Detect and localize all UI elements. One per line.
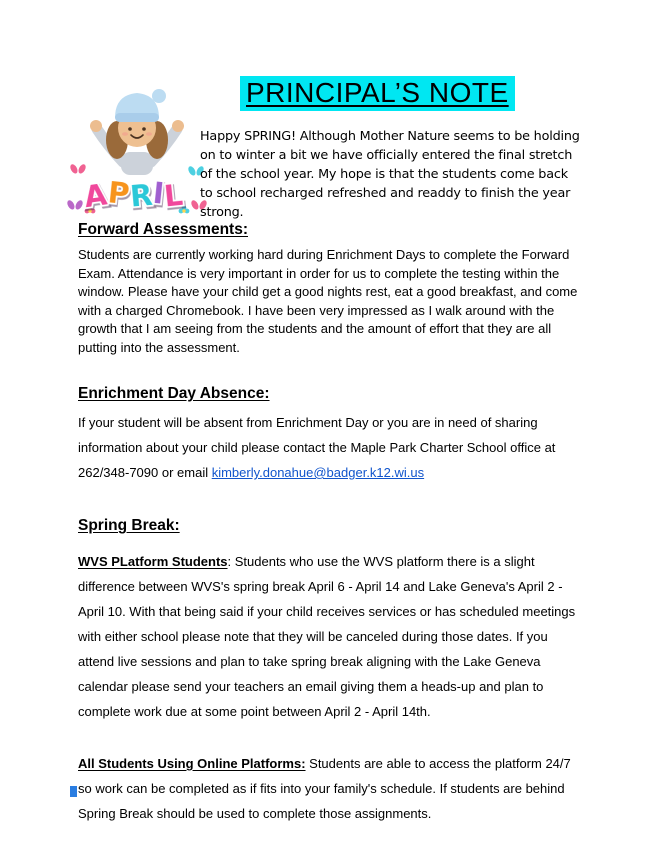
intro-paragraph: Happy SPRING! Although Mother Nature seems to be holding on to winter a bit we have officially entered the final stretch of the school year. My hope is that the students come back to school recharged refreshed and readdy to finish the year strong. bbox=[200, 129, 580, 220]
heading-spring-break: Spring Break: bbox=[78, 517, 180, 534]
butterfly-icon bbox=[69, 163, 87, 175]
girl-avatar bbox=[90, 89, 184, 175]
april-word bbox=[82, 175, 184, 214]
heading-forward-assessments: Forward Assessments: bbox=[78, 221, 248, 238]
beanie-brim bbox=[115, 113, 159, 122]
left-hand bbox=[90, 120, 102, 132]
stray-blue-mark bbox=[70, 786, 77, 797]
forward-assessments-body: Students are currently working hard during Enrichment Days to complete the Forward Exam. Attendance is very important in order for us to complete the testing within the window. Please have your child get a good nights rest, eat a good breakfast, and come with a charged Chromebook. I have been very impressed as I walk around with the growth that I am seeing from the students and the amount of effort that they are all putting into the assessment. bbox=[78, 247, 578, 355]
wvs-platform-text: : Students who use the WVS platform there is a slight difference between WVS's spring break April 6 - April 14 and Lake Geneva's April 2 - April 10. With that being said if your child receives services or has scheduled meetings with either school please note that they will be canceled during those dates. If you attend live sessions and plan to take spring break aligning with the Lake Geneva calendar please send your teachers an email giving them a heads-up and plan to complete work due at some point between April 2 - April 14th. bbox=[78, 554, 576, 719]
all-students-text: Students are able to access the platform 24/7 so work can be completed as if fits into your family's schedule. If students are behind Spring Break should be used to complete those assignments. bbox=[78, 756, 571, 821]
april-bitmoji-graphic bbox=[66, 82, 208, 214]
blush-left bbox=[122, 132, 128, 136]
butterfly-icon bbox=[66, 199, 84, 211]
blush-right bbox=[146, 132, 152, 136]
april-letter-a: A bbox=[82, 177, 109, 214]
all-students-paragraph bbox=[78, 751, 578, 826]
all-students-lead: All Students Using Online Platforms: bbox=[78, 756, 306, 771]
april-letter-r: R bbox=[128, 177, 154, 214]
newsletter-content bbox=[78, 221, 578, 826]
sweater bbox=[121, 152, 153, 175]
right-hand bbox=[172, 120, 184, 132]
right-eye bbox=[142, 127, 146, 131]
enrichment-absence-text: If your student will be absent from Enrichment Day or you are in need of sharing information about your child please contact the Maple Park Charter School office at 262/348-7090 or email bbox=[78, 415, 556, 480]
april-letter-i: I bbox=[151, 175, 166, 211]
april-letter-p: P bbox=[106, 175, 132, 212]
wvs-platform-lead: WVS PLatform Students bbox=[78, 554, 228, 569]
title-block bbox=[240, 76, 515, 111]
april-letter-l: L bbox=[162, 177, 185, 214]
wvs-platform-paragraph bbox=[78, 549, 578, 724]
heading-enrichment-day-absence: Enrichment Day Absence: bbox=[78, 385, 270, 402]
enrichment-absence-body bbox=[78, 410, 578, 485]
beanie-slouch bbox=[152, 89, 166, 103]
left-eye bbox=[128, 127, 132, 131]
email-link[interactable]: kimberly.donahue@badger.k12.wi.us bbox=[211, 465, 425, 480]
page-title: PRINCIPAL’S NOTE bbox=[240, 76, 515, 111]
